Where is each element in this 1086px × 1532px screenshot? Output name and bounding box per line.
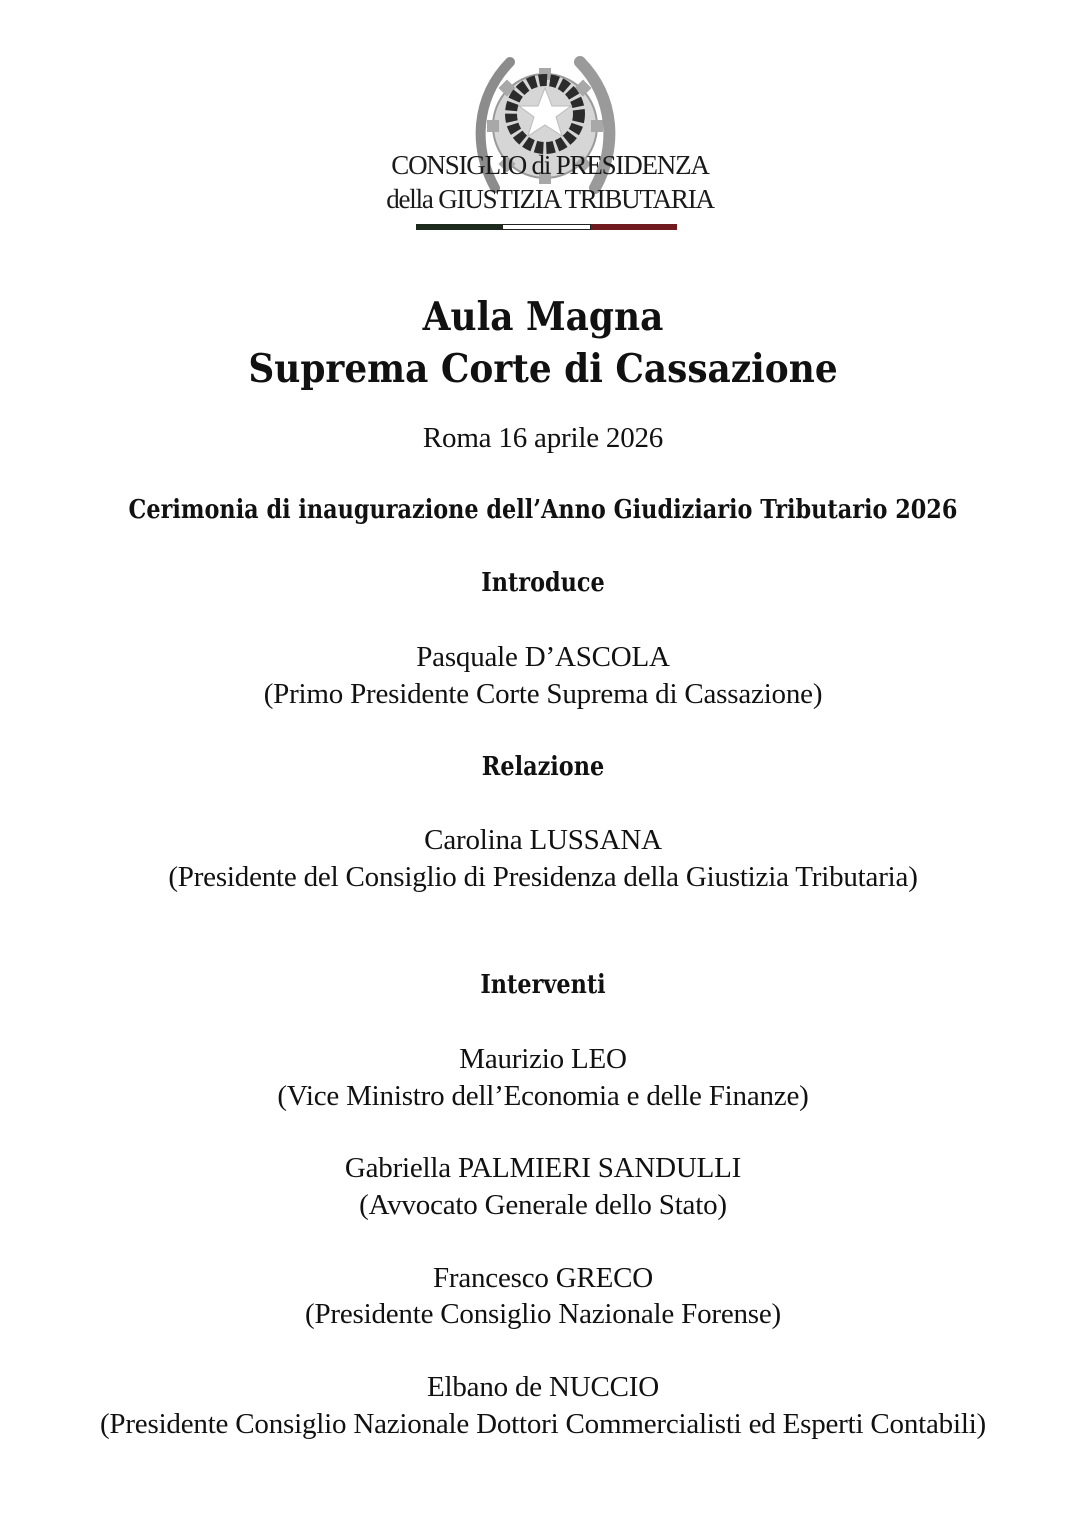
speaker-name: Pasquale D’ASCOLA <box>416 641 670 673</box>
speaker-role: (Presidente Consiglio Nazionale Forense) <box>304 1298 782 1330</box>
flag-white-segment <box>502 224 590 230</box>
speaker-role: (Presidente del Consiglio di Presidenza della Giustizia Tributaria) <box>168 861 918 893</box>
speaker-name: Maurizio LEO <box>459 1043 627 1075</box>
logo-text-line2: della GIUSTIZIA TRIBUTARIA <box>386 184 714 214</box>
section-heading-relazione: Relazione <box>481 752 605 782</box>
venue-title-line2: Suprema Corte di Cassazione <box>248 346 838 392</box>
speaker-name: Carolina LUSSANA <box>424 824 662 856</box>
flag-red-segment <box>591 224 677 230</box>
section-heading-interventi: Interventi <box>480 970 606 1000</box>
logo <box>360 40 740 240</box>
speaker-role: (Avvocato Generale dello Stato) <box>359 1189 727 1221</box>
event-title: Cerimonia di inaugurazione dell’Anno Giudiziario Tributario 2026 <box>128 495 958 525</box>
speaker-role: (Primo Presidente Corte Suprema di Cassazione) <box>263 678 823 710</box>
logo-text-line1: CONSIGLIO di PRESIDENZA <box>391 150 709 180</box>
event-date: Roma 16 aprile 2026 <box>422 422 664 454</box>
tricolor-bar <box>416 224 677 230</box>
venue-title-line1: Aula Magna <box>422 294 664 340</box>
speaker-name: Francesco GRECO <box>432 1262 654 1294</box>
speaker-name: Elbano de NUCCIO <box>427 1371 659 1403</box>
speaker-role: (Vice Ministro dell’Economia e delle Finanze) <box>277 1080 809 1112</box>
speaker-role: (Presidente Consiglio Nazionale Dottori Commercialisti ed Esperti Contabili) <box>99 1408 987 1440</box>
speaker-name: Gabriella PALMIERI SANDULLI <box>344 1152 742 1184</box>
section-heading-introduce: Introduce <box>481 568 605 598</box>
flag-green-segment <box>416 224 502 230</box>
